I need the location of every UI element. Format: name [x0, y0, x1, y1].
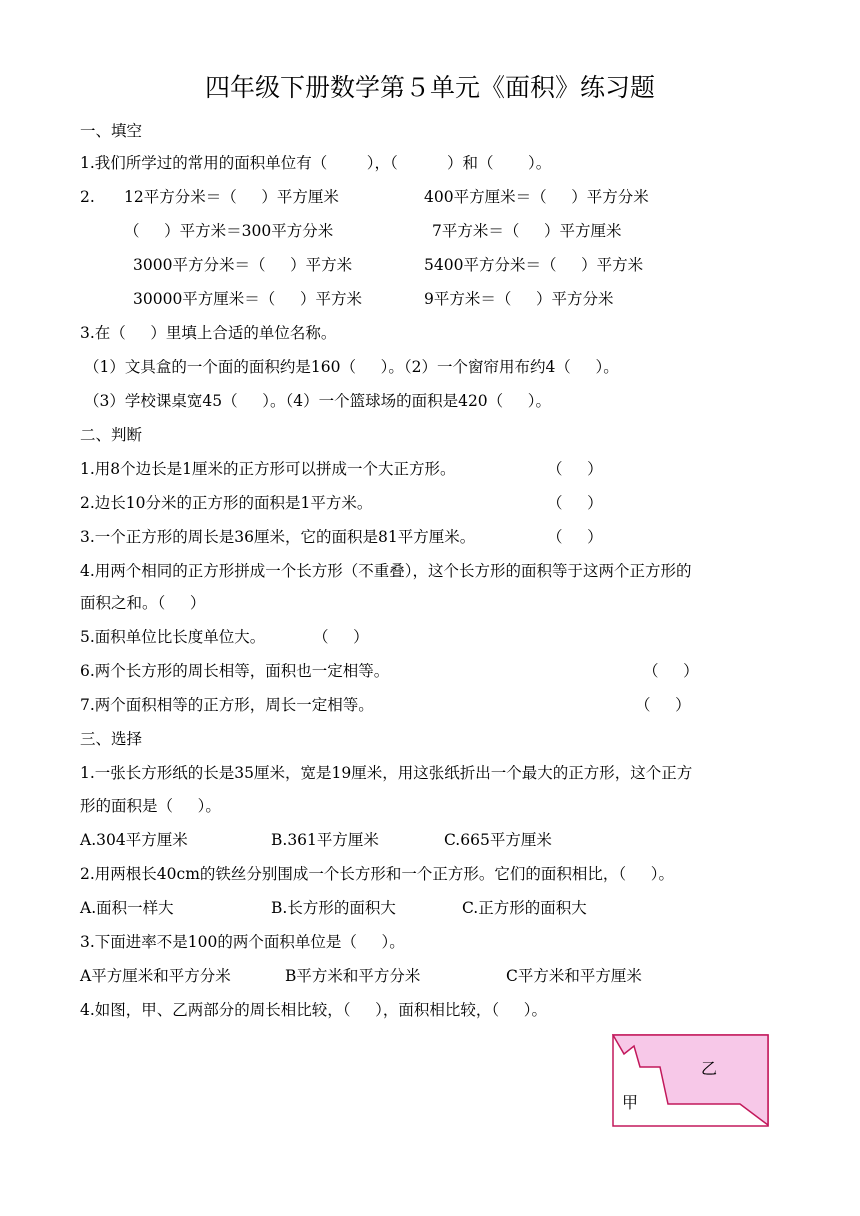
choice-question-3: 3.下面进率不是100的两个面积单位是（ ）。 — [80, 933, 405, 951]
label-jia: 甲 — [622, 1093, 639, 1112]
choice-question-2: 2.用两根长40cm的铁丝分别围成一个长方形和一个正方形。它们的面积相比，（ ）。 — [80, 865, 675, 883]
judge-item-6: 6.两个长方形的周长相等，面积也一定相等。 — [80, 662, 390, 680]
answer-paren: （ ） — [643, 662, 699, 680]
fill-question-1: 1.我们所学过的常用的面积单位有（ ），（ ）和（ ）。 — [80, 154, 552, 172]
choice-question-1: 1.一张长方形纸的长是35厘米，宽是19厘米，用这张纸折出一个最大的正方形，这个正方 — [80, 764, 693, 782]
section1-heading: 一、填空 — [80, 122, 143, 140]
fill-question-3: 3.在（ ）里填上合适的单位名称。 — [80, 324, 337, 342]
fill-question-2-number: 2. — [80, 188, 95, 206]
judge-item-4-continued: 面积之和。（ ） — [80, 594, 206, 612]
conversion-item: 3000平方分米＝（ ）平方米 — [133, 256, 353, 274]
choice-question-1-continued: 形的面积是（ ）。 — [80, 797, 221, 815]
conversion-item: 9平方米＝（ ）平方分米 — [424, 290, 614, 308]
choice-question-4: 4.如图，甲、乙两部分的周长相比较，（ ），面积相比较，（ ）。 — [80, 1001, 548, 1019]
choice-option: A平方厘米和平方分米 — [80, 967, 231, 985]
answer-paren: （ ） — [313, 628, 369, 646]
fill-question-3-parts-b: （3）学校课桌宽45（ ）。（4）一个篮球场的面积是420（ ）。 — [84, 392, 552, 410]
answer-paren: （ ） — [547, 460, 603, 478]
section3-heading: 三、选择 — [80, 730, 143, 748]
answer-paren: （ ） — [547, 528, 603, 546]
section2-heading: 二、判断 — [80, 426, 143, 444]
choice-option: A.304平方厘米 — [80, 831, 188, 849]
choice-option: A.面积一样大 — [80, 899, 174, 917]
conversion-item: 5400平方分米＝（ ）平方米 — [424, 256, 644, 274]
judge-item-7: 7.两个面积相等的正方形，周长一定相等。 — [80, 696, 374, 714]
choice-option: B.长方形的面积大 — [271, 899, 396, 917]
choice-option: C.正方形的面积大 — [462, 899, 587, 917]
conversion-item: 7平方米＝（ ）平方厘米 — [432, 222, 622, 240]
judge-item-1: 1.用8个边长是1厘米的正方形可以拼成一个大正方形。 — [80, 460, 456, 478]
conversion-item: 30000平方厘米＝（ ）平方米 — [133, 290, 362, 308]
conversion-item: 12平方分米＝（ ）平方厘米 — [124, 188, 339, 206]
label-yi: 乙 — [701, 1059, 718, 1078]
area-comparison-figure — [612, 1034, 769, 1127]
page-title: 四年级下册数学第５单元《面积》练习题 — [204, 73, 655, 102]
judge-item-5: 5.面积单位比长度单位大。 — [80, 628, 266, 646]
judge-item-4: 4.用两个相同的正方形拼成一个长方形（不重叠），这个长方形的面积等于这两个正方形的 — [80, 562, 692, 580]
fill-question-3-parts-a: （1）文具盒的一个面的面积约是160（ ）。（2）一个窗帘用布约4（ ）。 — [84, 358, 619, 376]
answer-paren: （ ） — [547, 494, 603, 512]
choice-option: C平方米和平方厘米 — [506, 967, 642, 985]
figure-drawing — [612, 1034, 769, 1127]
conversion-item: 400平方厘米＝（ ）平方分米 — [424, 188, 649, 206]
judge-item-3: 3.一个正方形的周长是36厘米，它的面积是81平方厘米。 — [80, 528, 476, 546]
judge-item-2: 2.边长10分米的正方形的面积是1平方米。 — [80, 494, 373, 512]
choice-option: B平方米和平方分米 — [285, 967, 421, 985]
choice-option: B.361平方厘米 — [271, 831, 379, 849]
conversion-item: （ ）平方米＝300平方分米 — [124, 222, 334, 240]
choice-option: C.665平方厘米 — [444, 831, 552, 849]
answer-paren: （ ） — [635, 696, 691, 714]
